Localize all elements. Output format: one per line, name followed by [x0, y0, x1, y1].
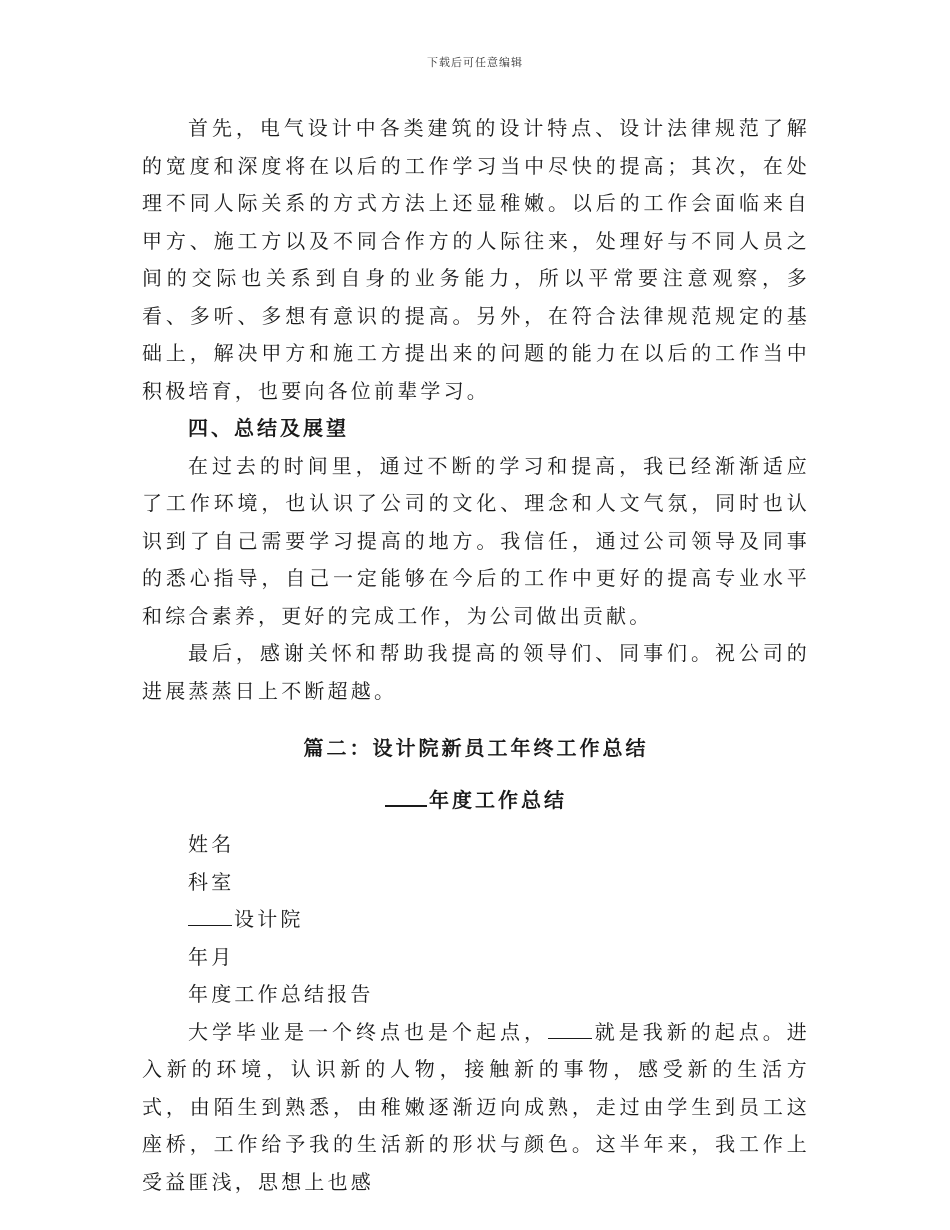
- paragraph-skills-improvement: 首先，电气设计中各类建筑的设计特点、设计法律规范了解的宽度和深度将在以后的工作学习当中尽快的提高；其次，在处理不同人际关系的方式方法上还显稚嫩。以后的工作会面临来自甲方、施工方以及不同合作方的人际往来，处理好与不同人员之间的交际也关系到自身的业务能力，所以平常要注意观察，多看、多听、多想有意识的提高。另外，在符合法律规范规定的基础上，解决甲方和施工方提出来的问题的能力在以后的工作当中积极培育，也要向各位前辈学习。: [142, 116, 810, 403]
- institute-text: 设计院: [234, 907, 304, 931]
- institute-blank: [188, 907, 232, 926]
- graduation-rest-text: 就是我新的起点。进入新的环境，认识新的人物，接触新的事物，感受新的生活方式，由陌生到熟悉，由稚嫩逐渐迈向成熟，走过由学生到员工这座桥，工作给予我的生活新的形状与颜色。这半年来，我工作上受益匪浅，思想上也感: [142, 1019, 810, 1194]
- paragraph-thanks: 最后，感谢关怀和帮助我提高的领导们、同事们。祝公司的进展蒸蒸日上不断超越。: [142, 641, 810, 703]
- name-line: 姓名: [188, 832, 235, 856]
- document-body: [142, 110, 810, 1201]
- graduation-year-blank: [548, 1020, 592, 1039]
- section-heading-summary: 四、总结及展望: [188, 416, 349, 440]
- title-year-blank: [385, 787, 427, 807]
- department-line: 科室: [188, 869, 235, 894]
- date-line: 年月: [188, 944, 235, 969]
- institute-line: [142, 901, 810, 939]
- paragraph-graduation: [142, 1014, 810, 1202]
- paragraph-summary-outlook: 在过去的时间里，通过不断的学习和提高，我已经渐渐适应了工作环境，也认识了公司的文化、理念和人文气氛，同时也认识到了自己需要学习提高的地方。我信任，通过公司领导及同事的悉心指导，自己一定能够在今后的工作中更好的提高专业水平和综合素养，更好的完成工作，为公司做出贡献。: [142, 453, 810, 628]
- report-heading-line: 年度工作总结报告: [188, 982, 374, 1006]
- report-title-text: 年度工作总结: [429, 788, 567, 812]
- page-header-note: 下载后可任意编辑: [427, 56, 523, 69]
- cover-info-block: [142, 826, 810, 1014]
- article-title: 篇二：设计院新员工年终工作总结: [303, 736, 649, 760]
- report-title: [142, 780, 810, 820]
- graduation-lead-text: 大学毕业是一个终点也是个起点，: [188, 1019, 548, 1044]
